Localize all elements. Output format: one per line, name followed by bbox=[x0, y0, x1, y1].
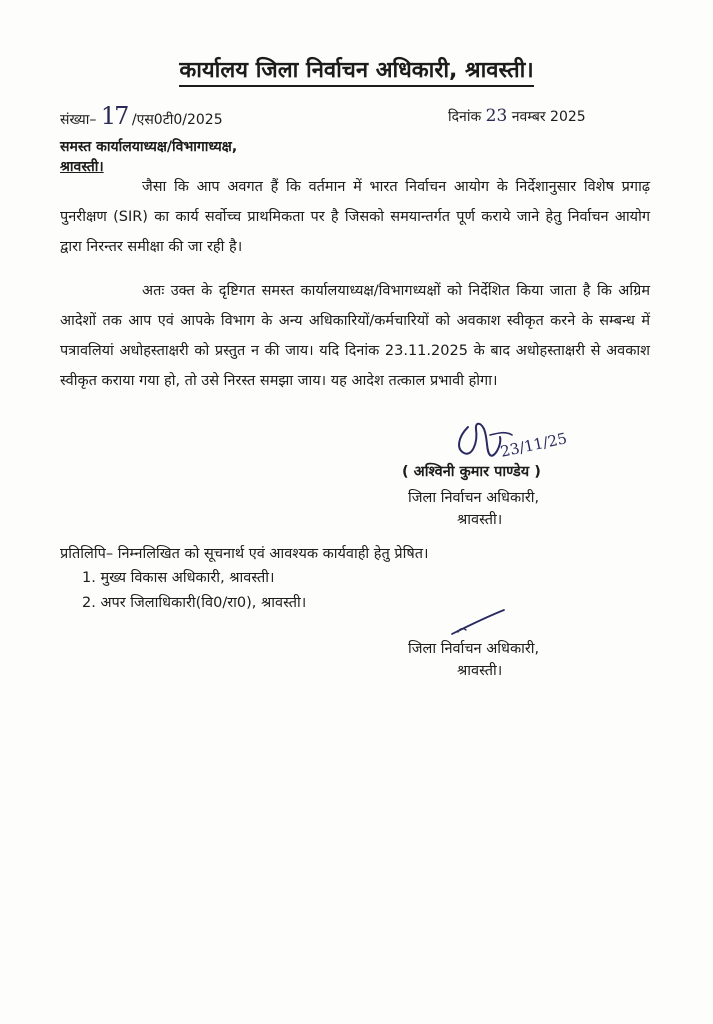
body-paragraph-1: जैसा कि आप अवगत हैं कि वर्तमान में भारत निर्वाचन आयोग के निर्देशानुसार विशेष प्रगाढ़ पुनरीक्षण (SIR) का कार्य सर्वोच्च प्राथमिकता पर है जिसको समयान्तर्गत पूर्ण कराये जाने हेतु निर्वाचन आयोग द्वारा निरन्तर समीक्षा की जा रही है। bbox=[60, 179, 650, 255]
reference-number bbox=[60, 102, 223, 130]
signature-handwritten-date: 23/11/25 bbox=[498, 429, 569, 461]
letter-date bbox=[448, 106, 586, 126]
reference-prefix: संख्या– bbox=[60, 112, 97, 128]
addressee-line-2: श्रावस्ती। bbox=[60, 159, 104, 175]
handwritten-initial-mark bbox=[448, 608, 508, 638]
footer-place: श्रावस्ती। bbox=[457, 663, 503, 679]
reference-suffix: /एस0टी0/2025 bbox=[131, 112, 223, 128]
date-handwritten-day: 23 bbox=[485, 106, 508, 126]
body-paragraph-2: अतः उक्त के दृष्टिगत समस्त कार्यालयाध्यक्ष/विभागध्यक्षों को निर्देशित किया जाता है कि अग्रिम आदेशों तक आप एवं आपके विभाग के अन्य अधिकारियों/कर्मचारियों को अवकाश स्वीकृत करने के सम्बन्ध में पत्रावलियां अधोहस्ताक्षरी को प्रस्तुत न की जाय। यदि दिनांक 23.11.2025 के बाद अधोहस्ताक्षरी से अवकाश स्वीकृत कराया गया हो, तो उसे निरस्त समझा जाय। यह आदेश तत्काल प्रभावी होगा। bbox=[60, 283, 650, 389]
addressee bbox=[60, 137, 237, 177]
office-title bbox=[0, 54, 713, 84]
copy-to-intro: प्रतिलिपि– निम्नलिखित को सूचनार्थ एवं आवश्यक कार्यवाही हेतु प्रेषित। bbox=[60, 546, 429, 562]
addressee-line-1: समस्त कार्यालयाध्यक्ष/विभागाध्यक्ष, bbox=[60, 139, 238, 155]
office-title-text: कार्यालय जिला निर्वाचन अधिकारी, श्रावस्ती। bbox=[179, 58, 533, 87]
copy-to-item-2: 2. अपर जिलाधिकारी(वि0/रा0), श्रावस्ती। bbox=[82, 595, 307, 611]
signatory-name: ( अश्विनी कुमार पाण्डेय ) bbox=[402, 464, 541, 480]
copy-to-item-1: 1. मुख्य विकास अधिकारी, श्रावस्ती। bbox=[82, 570, 275, 586]
date-prefix: दिनांक bbox=[448, 109, 482, 125]
footer-designation: जिला निर्वाचन अधिकारी, bbox=[408, 641, 540, 657]
signatory-designation: जिला निर्वाचन अधिकारी, bbox=[408, 490, 540, 506]
date-suffix: नवम्बर 2025 bbox=[511, 109, 586, 125]
signatory-place: श्रावस्ती। bbox=[457, 512, 503, 528]
reference-handwritten-number: 17 bbox=[100, 102, 128, 130]
